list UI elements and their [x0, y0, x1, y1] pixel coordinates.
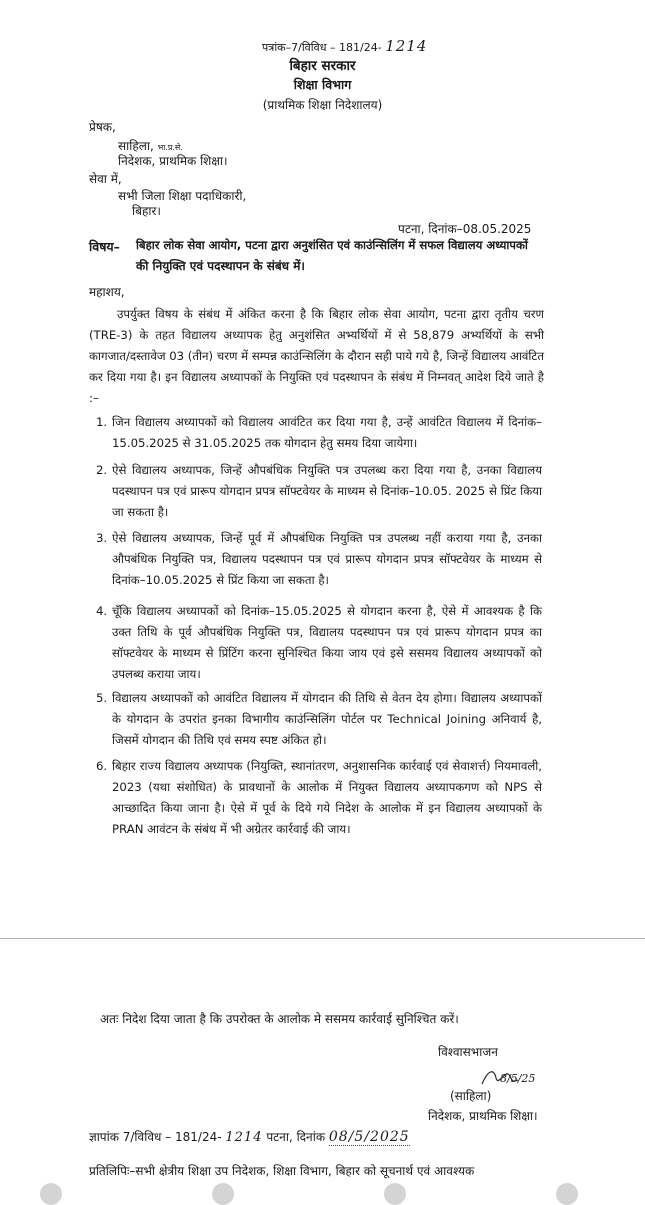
- subject-line-2: की नियुक्ति एवं पदस्थापन के संबंध में।: [136, 259, 305, 273]
- delete-icon[interactable]: [556, 1183, 578, 1205]
- list-item-number: 5.: [96, 691, 108, 705]
- reference-handwritten-number: 1214: [385, 37, 428, 55]
- share-icon[interactable]: [40, 1183, 62, 1205]
- department-title: शिक्षा विभाग: [293, 77, 352, 92]
- list-item: [96, 412, 542, 454]
- subject-label: विषय–: [89, 239, 120, 254]
- list-item-number: 4.: [96, 604, 108, 618]
- sender-designation: निदेशक, प्राथमिक शिक्षा।: [118, 154, 228, 168]
- intro-paragraph: उपर्युक्त विषय के संबंध में अंकित करना है कि बिहार लोक सेवा आयोग, पटना द्वारा तृतीय चरण (TRE-3) के तहत विद्यालय अध्यापक हेतु अनुशंसित अभ्यर्थियों में से 58,879 अभ्यर्थियों के सभी कागजात/दस्तावेज 03 (तीन) चरण में सम्पन्न काउंन्सिलिंग के दौरान सही पाये गये है, जिन्हें विद्यालय आवंटित कर दिया गया है। इन विद्यालय अध्यापकों के नियुक्ति एवं पदस्थापन के संबंध में निम्नवत् आदेश दिये जाते है :–: [89, 307, 544, 405]
- signature-name: (साहिला): [450, 1089, 492, 1103]
- list-item: [96, 601, 542, 685]
- letter-date: पटना, दिनांक–08.05.2025: [398, 222, 532, 236]
- subject-line-1: बिहार लोक सेवा आयोग, पटना द्वारा अनुशंसित एवं काउंन्सिलिंग में सफल विद्यालय अध्यापकों: [136, 238, 528, 252]
- edit-icon[interactable]: [384, 1183, 406, 1205]
- list-item-number: 2.: [96, 463, 108, 477]
- salutation: महाशय,: [89, 285, 125, 299]
- list-item-text: बिहार राज्य विद्यालय अध्यापक (नियुक्ति, स्थानांतरण, अनुशासनिक कार्रवाई एवं सेवाशर्त्त) नियमावली, 2023 (यथा संशोधित) के प्रावधानों के आलोक में नियुक्त विद्यालय अध्यापकगण को NPS से आच्छादित किया जाना है। ऐसे में पूर्व के दिये गये निदेश के आलोक में इन विद्यालय अध्यापकों के PRAN आवंटन के संबंध में भी अग्रेतर कार्रवाई की जाय।: [112, 759, 542, 836]
- sender-label: प्रेषक,: [89, 120, 116, 134]
- recipient-name: सभी जिला शिक्षा पदाधिकारी,: [118, 189, 247, 203]
- list-item-text: विद्यालय अध्यापकों को आवंटित विद्यालय में योगदान की तिथि से वेतन देय होगा। विद्यालय अध्यापकों के योगदान के उपरांत इनका विभागीय काउंन्सिलिंग पोर्टल पर Technical Joining अनिवार्य है, जिसमें योगदान की तिथि एवं समय स्पष्ट अंकित हो।: [112, 691, 542, 747]
- list-item-text: ऐसे विद्यालय अध्यापक, जिन्हें औपबंधिक नियुक्ति पत्र उपलब्ध करा दिया गया है, उनका विद्यालय पदस्थापन पत्र एवं प्रारूप योगदान प्रपत्र सॉफ्टवेयर के माध्यम से दिनांक–10.05. 2025 से प्रिंट किया जा सकता है।: [112, 463, 542, 519]
- signature-yours: विश्वासभाजन: [438, 1045, 498, 1059]
- sender-name: साहिला,: [118, 139, 154, 153]
- list-item-number: 3.: [96, 531, 108, 545]
- reference-prefix: पत्रांक–7/विविध – 181/24-: [262, 41, 382, 54]
- copy-line: प्रतिलिपिः–सभी क्षेत्रीय शिक्षा उप निदेशक, शिक्षा विभाग, बिहार को सूचनार्थ एवं आवश्यक: [89, 1164, 475, 1178]
- list-item-text: चूँकि विद्यालय अध्यापकों को दिनांक–15.05.2025 से योगदान करना है, ऐसे में आवश्यक है कि उक्त तिथि के पूर्व औपबंधिक नियुक्ति पत्र, विद्यालय पदस्थापन पत्र एवं प्रारूप योगदान प्रपत्र का सॉफ्टवेयर के माध्यम से प्रिंटिंग करना सुनिश्चित किया जाय एवं इसे ससमय विद्यालय अध्यापकों को उपलब्ध कराया जाय।: [112, 604, 542, 681]
- signature-scribble: [478, 1062, 538, 1092]
- list-item: [96, 688, 542, 751]
- favorite-icon[interactable]: [212, 1183, 234, 1205]
- signature-designation: निदेशक, प्राथमिक शिक्षा।: [428, 1109, 538, 1123]
- directorate-title: (प्राथमिक शिक्षा निदेशालय): [262, 98, 383, 112]
- list-item-text: जिन विद्यालय अध्यापकों को विद्यालय आवंटित कर दिया गया है, उन्हें आवंटित विद्यालय में दिनांक–15.05.2025 से 31.05.2025 तक योगदान हेतु समय दिया जायेगा।: [112, 415, 542, 450]
- sender-service: भा.प्र.से.: [157, 143, 183, 152]
- reference-number: [262, 37, 427, 55]
- list-item-number: 6.: [96, 759, 108, 773]
- list-item: [96, 528, 542, 591]
- recipient-state: बिहार।: [132, 204, 161, 218]
- recipient-label: सेवा में,: [89, 172, 122, 186]
- signature-handwritten-date: 8/5/25: [500, 1072, 536, 1085]
- list-item-text: ऐसे विद्यालय अध्यापक, जिन्हें पूर्व में औपबंधिक नियुक्ति पत्र उपलब्ध नहीं कराया गया है, उनका औपबंधिक नियुक्ति पत्र, विद्यालय पदस्थापन पत्र एवं प्रारूप योगदान प्रपत्र सॉफ्टवेयर के माध्यम से दिनांक–10.05.2025 से प्रिंट किया जा सकता है।: [112, 531, 542, 587]
- memo-handwritten-date: 08/5/2025: [328, 1129, 410, 1145]
- memo-handwritten-number: 1214: [225, 1130, 263, 1145]
- list-item: [96, 460, 542, 523]
- list-item-number: 1.: [96, 415, 108, 429]
- memo-city-date-label: पटना, दिनांक: [266, 1130, 326, 1144]
- list-item: [96, 756, 542, 840]
- memo-line: [89, 1128, 410, 1145]
- government-title: बिहार सरकार: [289, 58, 356, 74]
- memo-prefix: ज्ञापांक 7/विविध – 181/24-: [89, 1130, 222, 1144]
- closing-instruction: अतः निदेश दिया जाता है कि उपरोक्त के आलोक मे ससमय कार्रवाई सुनिश्चित करें।: [100, 1012, 459, 1026]
- page-divider: [0, 938, 645, 939]
